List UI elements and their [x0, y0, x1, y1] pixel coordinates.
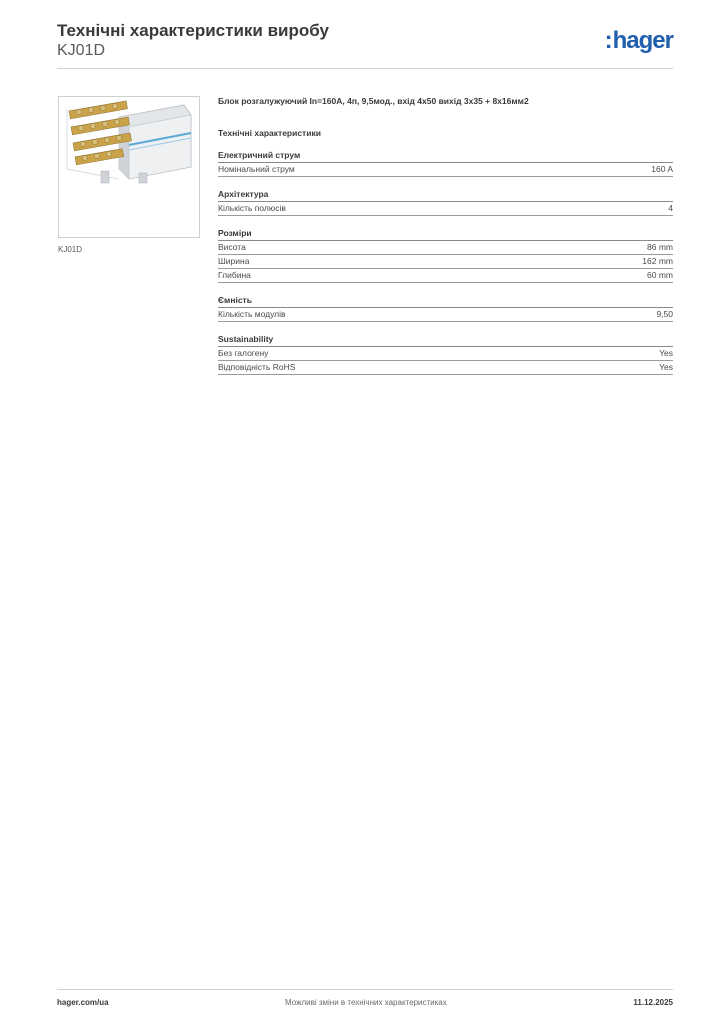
spec-value: 160 A: [651, 164, 673, 174]
website-link[interactable]: hager.com/ua: [57, 998, 109, 1007]
spec-label: Глибина: [218, 270, 251, 280]
spec-group-title: Електричний струм: [218, 150, 673, 163]
spec-value: 9,50: [656, 309, 673, 319]
spec-value: Yes: [659, 362, 673, 372]
spec-group-dimensions: [218, 228, 673, 283]
spec-label: Без галогену: [218, 348, 269, 358]
product-description: Блок розгалужуючий In=160A, 4п, 9,5мод., вхід 4x50 вихід 3x35 + 8x16мм2: [218, 96, 529, 106]
spec-row: [218, 269, 673, 283]
spec-value: 86 mm: [647, 242, 673, 252]
spec-label: Ширина: [218, 256, 250, 266]
spec-value: 60 mm: [647, 270, 673, 280]
spec-row: [218, 255, 673, 269]
spec-group-capacity: [218, 295, 673, 322]
spec-value: 162 mm: [642, 256, 673, 266]
spec-value: 4: [668, 203, 673, 213]
spec-section: [218, 96, 673, 387]
distribution-block-illustration: [59, 97, 199, 237]
spec-label: Кількість полюсів: [218, 203, 286, 213]
hager-logo: :hager: [604, 27, 673, 54]
spec-row: [218, 202, 673, 216]
spec-group-title: Ємність: [218, 295, 673, 308]
spec-row: [218, 163, 673, 177]
product-code: KJ01D: [57, 42, 106, 59]
spec-group-architecture: [218, 189, 673, 216]
logo-text: hager: [612, 27, 673, 54]
spec-group-title: Архітектура: [218, 189, 673, 202]
footer-divider: [57, 989, 673, 990]
spec-row: [218, 308, 673, 322]
footer-disclaimer: Можливі зміни в технічних характеристиках: [285, 998, 447, 1007]
spec-row: [218, 241, 673, 255]
spec-group-sustainability: [218, 334, 673, 375]
spec-value: Yes: [659, 348, 673, 358]
spec-label: Висота: [218, 242, 246, 252]
spec-label: Номінальний струм: [218, 164, 295, 174]
page-title: Технічні характеристики виробу: [57, 21, 329, 40]
specs-heading: Технічні характеристики: [218, 128, 321, 138]
product-image: [58, 96, 200, 238]
footer-date: 11.12.2025: [633, 998, 673, 1007]
spec-row: [218, 361, 673, 375]
spec-group-title: Розміри: [218, 228, 673, 241]
spec-row: [218, 347, 673, 361]
image-caption: KJ01D: [58, 245, 83, 254]
spec-group-electric-current: [218, 150, 673, 177]
spec-label: Кількість модулів: [218, 309, 286, 319]
spec-group-title: Sustainability: [218, 334, 673, 347]
spec-label: Відповідність RoHS: [218, 362, 296, 372]
page-header: [57, 21, 673, 60]
header-divider: [57, 68, 673, 69]
